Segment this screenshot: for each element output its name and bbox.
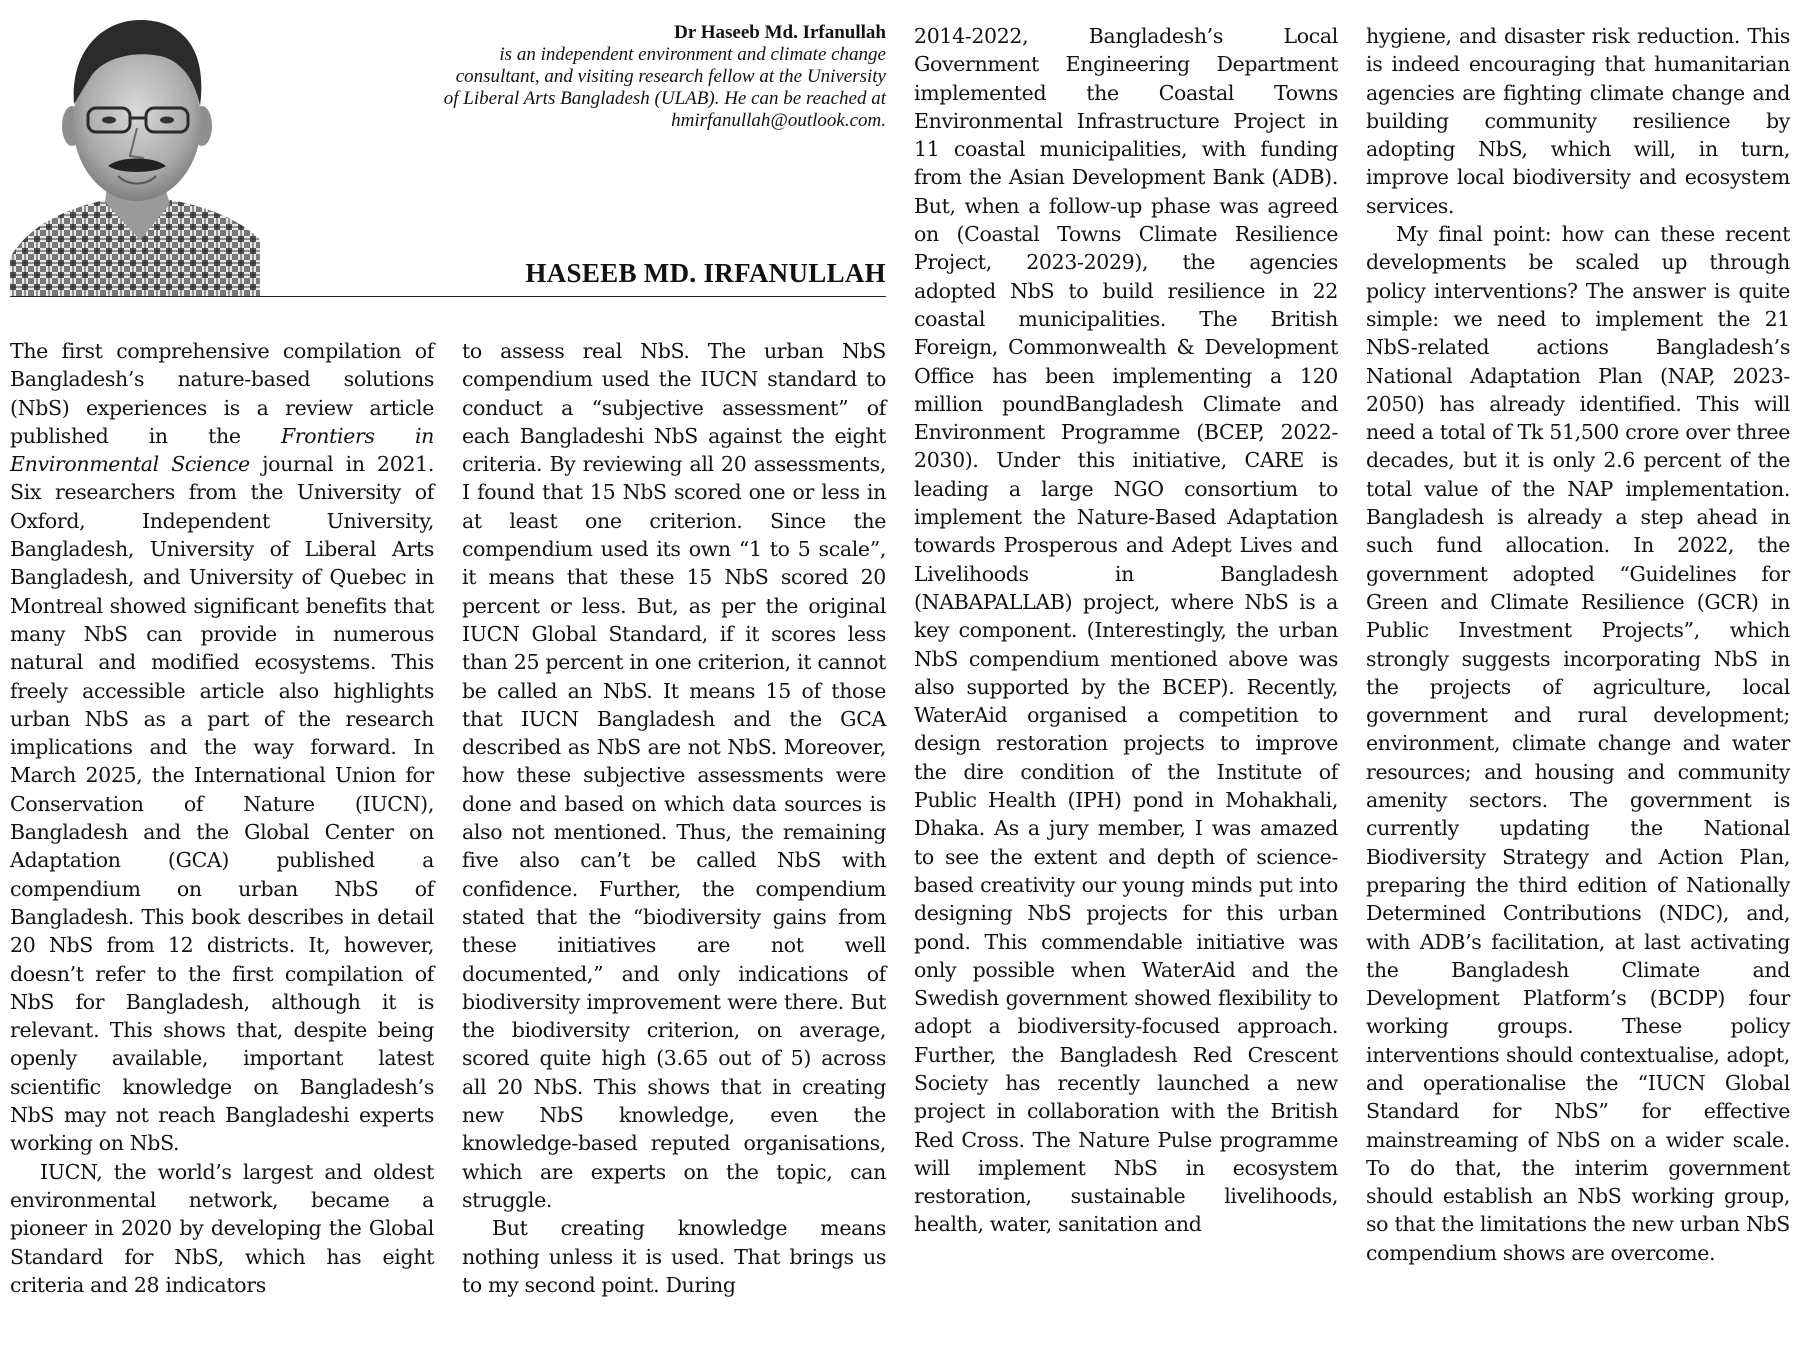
paragraph: 2014-2022, Bangladesh’s Local Government Engineering Department implemented the Coastal Towns Environmental Infrastructure Project in 11 coastal municipalities, with funding from the Asian Development Bank (ADB). But, when a follow-up phase was agreed on (Coastal Towns Climate Resilience Project, 2023-2029), the agencies adopted NbS to build resilience in 22 coastal municipalities. The British Foreign, Commonwealth & Development Office has been implementing a 120 million poundBangladesh Climate and Environment Programme (BCEP, 2022-2030). Under this initiative, CARE is leading a large NGO consortium to implement the Nature-Based Adaptation towards Prosperous and Adept Lives and Livelihoods in Bangladesh (NABAPALLAB) project, where NbS is a key component. (Interestingly, the urban NbS compendium mentioned above was also supported by the BCEP). Recently, WaterAid organised a competition to design restoration projects to improve the dire condition of the Institute of Public Health (IPH) pond in Mohakhali, Dhaka. As a jury member, I was amazed to see the extent and depth of science-based creativity our young minds put into designing NbS projects for this urban pond. This commendable initiative was only possible when WaterAid and the Swedish government showed flexibility to adopt a biodiversity-focused approach. Further, the Bangladesh Red Crescent Society has recently launched a new project in collaboration with the British Red Cross. The Nature Pulse programme will implement NbS in ecosystem restoration, sustainable livelihoods, health, water, sanitation and (914, 24, 1338, 1237)
author-photo (10, 8, 260, 296)
paragraph-text: The first comprehensive compilation of Bangladesh’s nature-based solutions (NbS) experiences is a review article published in the (10, 339, 434, 448)
paragraph: But creating knowledge means nothing unless it is used. That brings us to my second point. During (462, 1216, 886, 1297)
author-heading: HASEEB MD. IRFANULLAH (525, 258, 886, 288)
article-column-1 (10, 337, 434, 1299)
article-column-3 (914, 22, 1338, 1239)
paragraph: hygiene, and disaster risk reduction. This is indeed encouraging that humanitarian agencies are fighting climate change and building community resilience by adopting NbS, which will, in turn, improve local biodiversity and ecosystem services. (1366, 24, 1790, 218)
header-divider (10, 296, 886, 297)
paragraph-text: journal in 2021. Six researchers from the University of Oxford, Independent University, Bangladesh, University of Liberal Arts Bangladesh, and University of Quebec in Montreal showed significant benefits that many NbS can provide in numerous natural and modified ecosystems. This freely accessible article also highlights urban NbS as a part of the research implications and the way forward. In March 2025, the International Union for Conservation of Nature (IUCN), Bangladesh and the Global Center on Adaptation (GCA) published a compendium on urban NbS of Bangladesh. This book describes in detail 20 NbS from 12 districts. It, however, doesn’t refer to the first compilation of NbS for Bangladesh, although it is relevant. This shows that, despite being openly available, important latest scientific knowledge on Bangladesh’s NbS may not reach Bangladeshi experts working on NbS. (10, 452, 434, 1156)
article-column-4 (1366, 22, 1790, 1267)
author-byline (440, 22, 886, 132)
byline-name: Dr Haseeb Md. Irfanullah (674, 22, 886, 43)
paragraph (10, 337, 434, 1158)
paragraph: to assess real NbS. The urban NbS compendium used the IUCN standard to conduct a “subjective assessment” of each Bangladeshi NbS against the eight criteria. By reviewing all 20 assessments, I found that 15 NbS scored one or less in at least one criterion. Since the compendium used its own “1 to 5 scale”, it means that these 15 NbS scored 20 percent or less. But, as per the original IUCN Global Standard, if it scores less than 25 percent in one criterion, it cannot be called an NbS. It means 15 of those that IUCN Bangladesh and the GCA described as NbS are not NbS. Moreover, how these subjective assessments were done and based on which data sources is also not mentioned. Thus, the remaining five also can’t be called NbS with confidence. Further, the compendium stated that the “biodiversity gains from these initiatives are not well documented,” and only indications of biodiversity improvement were there. But the biodiversity criterion, on average, scored quite high (3.65 out of 5) across all 20 NbS. This shows that in creating new NbS knowledge, even the knowledge-based reputed organisations, which are experts on the topic, can struggle. (462, 339, 886, 1212)
byline-bio: is an independent environment and climate change consultant, and visiting research fellow at the University of Liberal Arts Bangladesh (ULAB). He can be reached at hmirfanullah@outlook.com. (443, 44, 886, 131)
paragraph: My final point: how can these recent developments be scaled up through policy interventions? The answer is quite simple: we need to implement the 21 NbS-related actions Bangladesh’s National Adaptation Plan (NAP, 2023-2050) has already identified. This will need a total of Tk 51,500 crore over three decades, but it is only 2.6 percent of the total value of the NAP implementation. Bangladesh is already a step ahead in such fund allocation. In 2022, the government adopted “Guidelines for Green and Climate Resilience (GCR) in Public Investment Projects”, which strongly suggests incorporating NbS in the projects of agriculture, local government and rural development; environment, climate change and water resources; and housing and community amenity sectors. The government is currently updating the National Biodiversity Strategy and Action Plan, preparing the third edition of Nationally Determined Contributions (NDC), and, with ADB’s facilitation, at last activating the Bangladesh Climate and Development Platform’s (BCDP) four working groups. These policy interventions should contextualise, adopt, and operationalise the “IUCN Global Standard for NbS” for effective mainstreaming of NbS on a wider scale. To do that, the interim government should establish an NbS working group, so that the limitations the new urban NbS compendium shows are overcome. (1366, 222, 1790, 1265)
paragraph: IUCN, the world’s largest and oldest environmental network, became a pioneer in 2020 by developing the Global Standard for NbS, which has eight criteria and 28 indicators (10, 1159, 434, 1297)
journal-title: Frontiers in Environmental Science (10, 423, 434, 477)
article-column-2 (462, 337, 886, 1299)
